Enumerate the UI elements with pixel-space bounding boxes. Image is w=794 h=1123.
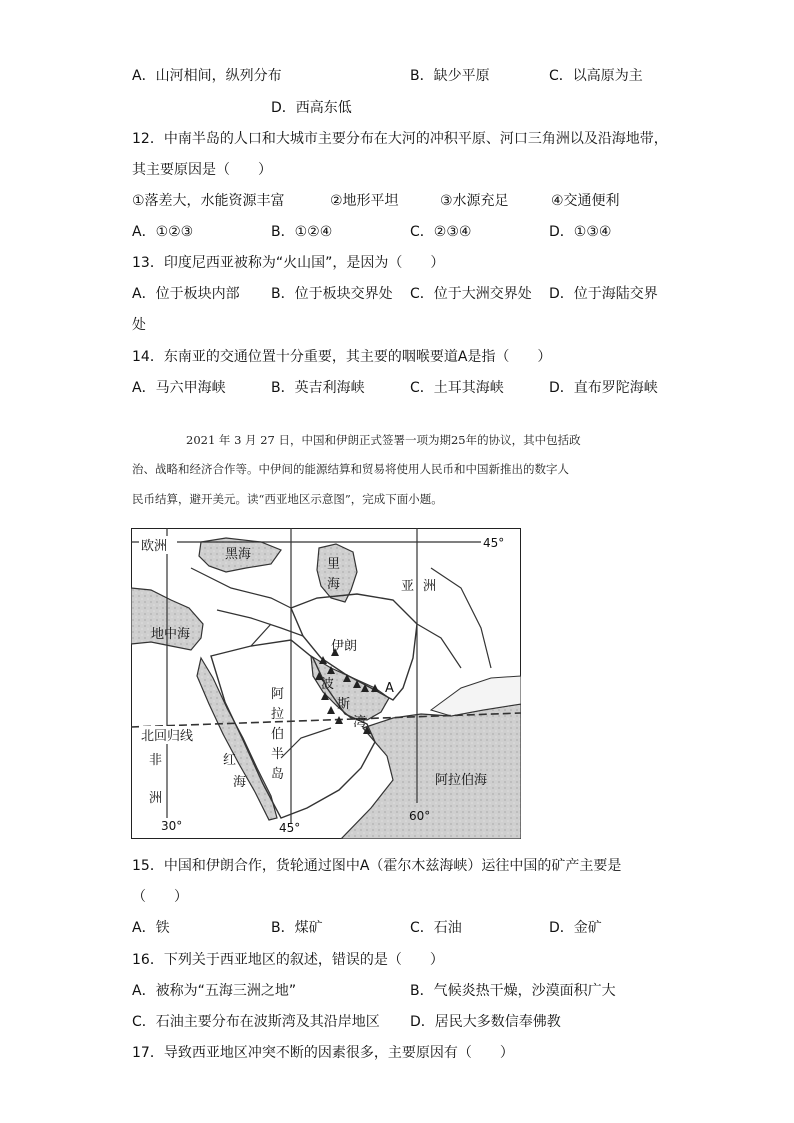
q13-option-d: D．位于海陆交界 — [549, 286, 658, 302]
label-caspian-2: 海 — [327, 577, 341, 592]
label-asia-1: 亚 — [401, 579, 415, 594]
q15-option-d: D．金矿 — [549, 920, 602, 936]
q14-stem: 14．东南亚的交通位置十分重要，其主要的咽喉要道A是指（ ） — [132, 349, 552, 365]
q12-item-2: ②地形平坦 — [330, 193, 399, 209]
q11-option-a: A．山河相间，纵列分布 — [132, 68, 282, 84]
label-asia-2: 洲 — [423, 579, 437, 594]
q13-stem: 13．印度尼西亚被称为“火山国”，是因为（ ） — [132, 255, 445, 271]
label-arabian-sea: 阿拉伯海 — [435, 773, 488, 788]
q16-option-b: B．气候炎热干燥，沙漠面积广大 — [410, 983, 616, 999]
q12-item-4: ④交通便利 — [551, 193, 620, 209]
label-persian-1: 波 — [321, 677, 335, 692]
q12-option-b: B．①②④ — [271, 224, 333, 240]
label-lon-30: 30° — [161, 819, 183, 833]
label-arabia-3: 伯 — [271, 727, 285, 742]
q16-stem: 16．下列关于西亚地区的叙述，错误的是（ ） — [132, 952, 444, 968]
q12-item-3: ③水源充足 — [440, 193, 509, 209]
label-lon-45: 45° — [279, 821, 301, 835]
label-red-sea-2: 海 — [233, 775, 247, 790]
q13-option-c: C．位于大洲交界处 — [410, 286, 532, 302]
q13-option-d-continued: 处 — [132, 317, 146, 333]
q14-option-d: D．直布罗陀海峡 — [549, 380, 658, 396]
q13-option-b: B．位于板块交界处 — [271, 286, 393, 302]
label-africa-1: 非 — [149, 753, 163, 768]
q16-option-c: C．石油主要分布在波斯湾及其沿岸地区 — [132, 1014, 380, 1030]
passage-line-1: 2021 年 3 月 27 日，中国和伊朗正式签署一项为期25年的协议，其中包括政 — [186, 433, 581, 447]
q12-option-c: C．②③④ — [410, 224, 472, 240]
label-europe: 欧洲 — [141, 539, 168, 554]
label-iran: 伊朗 — [331, 639, 358, 654]
q12-stem-line2: 其主要原因是（ ） — [132, 162, 272, 178]
map-graphic — [131, 528, 521, 839]
q17-stem: 17．导致西亚地区冲突不断的因素很多，主要原因有（ ） — [132, 1045, 514, 1061]
label-persian-3: 湾 — [353, 715, 367, 730]
label-caspian-1: 里 — [327, 557, 341, 572]
label-arabia-5: 岛 — [271, 767, 285, 782]
q12-option-d: D．①③④ — [549, 224, 612, 240]
q11-option-c: C．以高原为主 — [549, 68, 643, 84]
label-tropic: 北回归线 — [141, 729, 194, 744]
label-arabia-4: 半 — [271, 747, 285, 762]
label-point-a: A — [385, 681, 394, 696]
q16-option-a: A．被称为“五海三洲之地” — [132, 983, 297, 999]
label-persian-2: 斯 — [337, 697, 351, 712]
q15-option-c: C．石油 — [410, 920, 462, 936]
label-red-sea-1: 红 — [223, 753, 237, 768]
passage-line-3: 民币结算，避开美元。读“西亚地区示意图”，完成下面小题。 — [132, 492, 443, 506]
q13-option-a: A．位于板块内部 — [132, 286, 240, 302]
q14-option-a: A．马六甲海峡 — [132, 380, 226, 396]
q11-option-b: B．缺少平原 — [410, 68, 490, 84]
q11-option-d: D．西高东低 — [271, 100, 352, 116]
label-arabia-1: 阿 — [271, 687, 285, 702]
passage-line-2: 治、战略和经济合作等。中伊间的能源结算和贸易将使用人民币和中国新推出的数字人 — [132, 462, 569, 476]
west-asia-map — [131, 528, 521, 839]
label-black-sea: 黑海 — [225, 547, 252, 562]
q12-item-1: ①落差大，水能资源丰富 — [132, 193, 285, 209]
q15-stem-line2: （ ） — [132, 889, 188, 905]
label-lon-60: 60° — [409, 809, 431, 823]
q16-option-d: D．居民大多数信奉佛教 — [410, 1014, 561, 1030]
q12-stem-line1: 12．中南半岛的人口和大城市主要分布在大河的冲积平原、河口三角洲以及沿海地带， — [132, 131, 668, 147]
q15-option-a: A．铁 — [132, 920, 170, 936]
q15-option-b: B．煤矿 — [271, 920, 323, 936]
label-mediterranean: 地中海 — [151, 627, 191, 642]
label-africa-2: 洲 — [149, 791, 163, 806]
q14-option-b: B．英吉利海峡 — [271, 380, 365, 396]
q12-option-a: A．①②③ — [132, 224, 194, 240]
q15-stem-line1: 15．中国和伊朗合作，货轮通过图中A（霍尔木兹海峡）运往中国的矿产主要是 — [132, 858, 622, 874]
label-arabia-2: 拉 — [271, 707, 285, 722]
q14-option-c: C．土耳其海峡 — [410, 380, 504, 396]
label-lat-45: 45° — [483, 536, 505, 550]
